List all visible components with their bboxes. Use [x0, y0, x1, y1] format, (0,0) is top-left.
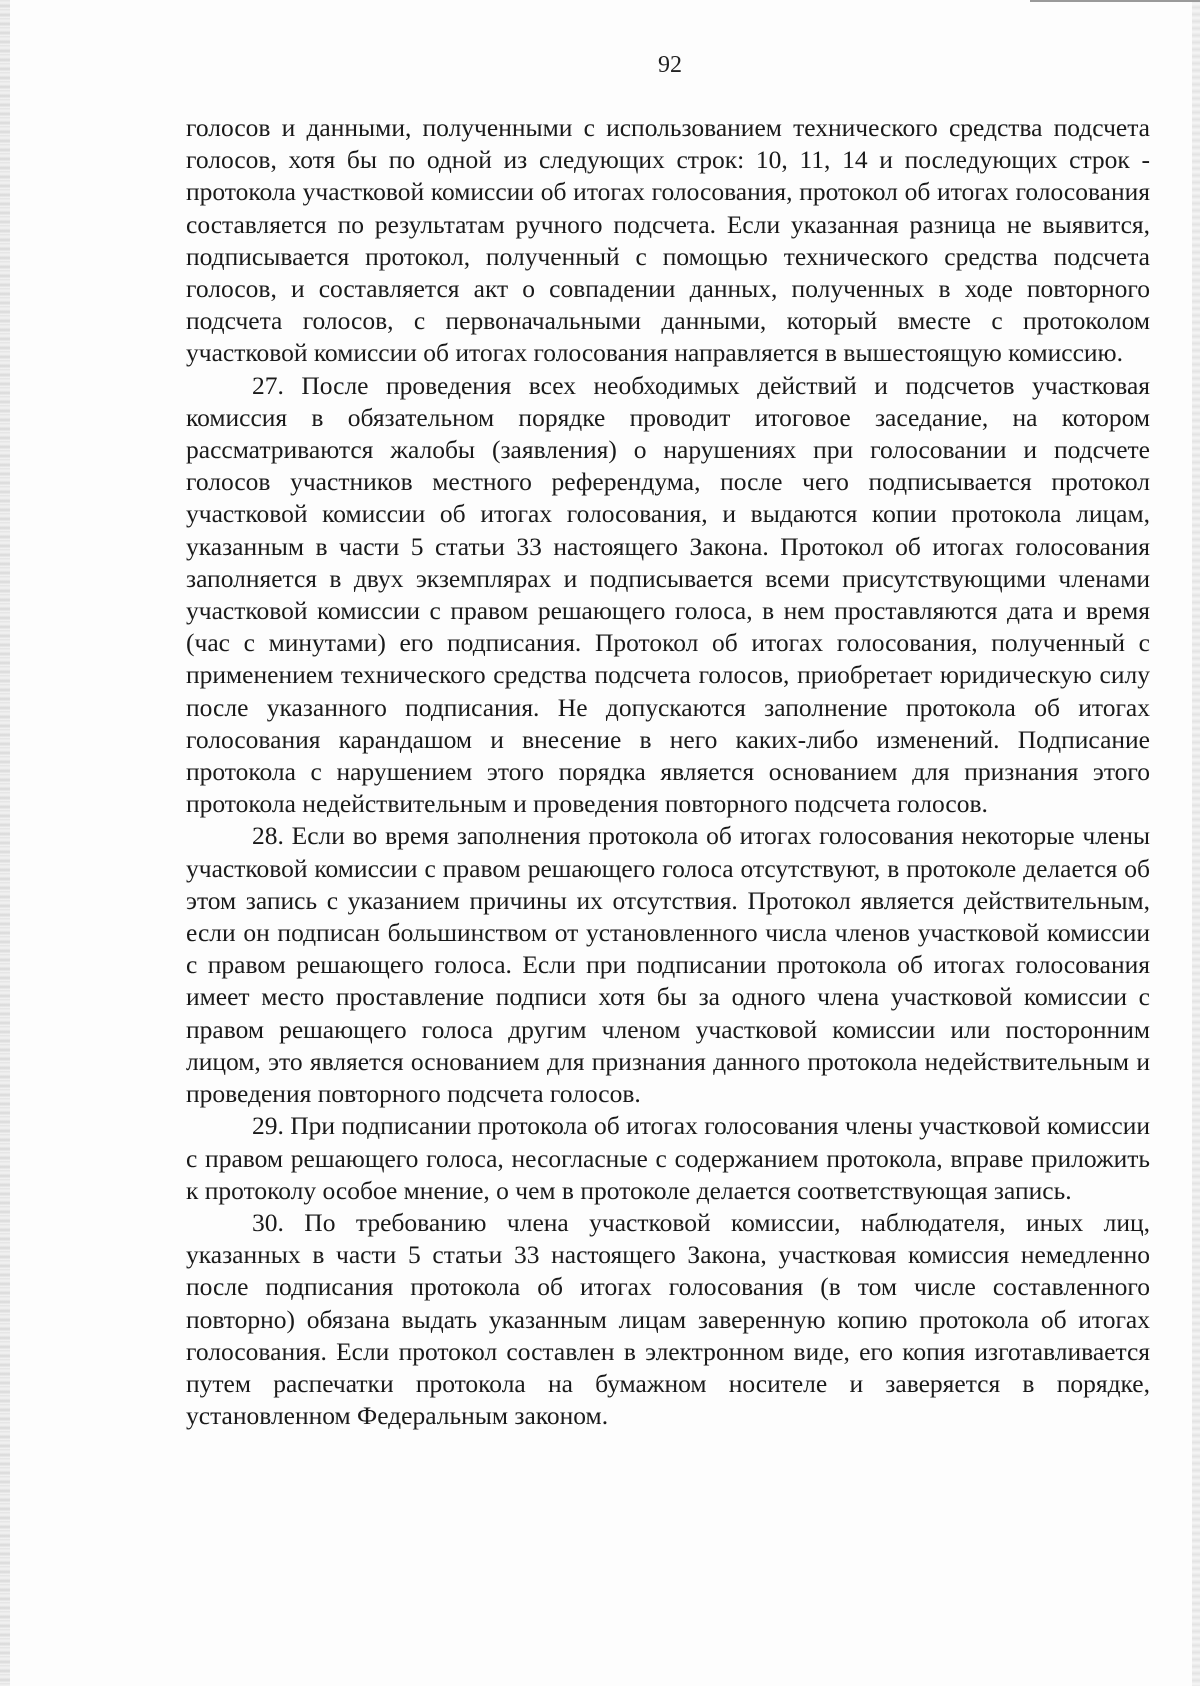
scan-top-line: [1030, 0, 1200, 2]
page-number: 92: [658, 52, 682, 78]
body-text: [186, 112, 1150, 1432]
scan-edge-left: [0, 0, 10, 1686]
paragraph-28: 28. Если во время заполнения протокола об итогах голосования некоторые члены участковой комиссии с правом решающего голоса отсутствуют, в протоколе делается об этом запись с указанием причины их отсутствия. Протокол является действительным, если он подписан большинством от установленного числа членов участковой комиссии с правом решающего голоса. Если при подписании протокола об итогах голосования имеет место проставление подписи хотя бы за одного члена участковой комиссии с правом решающего голоса другим членом участковой комиссии или посторонним лицом, это является основанием для признания данного протокола недействительным и проведения повторного подсчета голосов.: [186, 821, 1150, 1109]
paragraph-29: 29. При подписании протокола об итогах голосования члены участковой комиссии с правом решающего голоса, несогласные с содержанием протокола, вправе приложить к протоколу особое мнение, о чем в протоколе делается соответствующая запись.: [186, 1111, 1150, 1205]
scan-edge-right: [1192, 0, 1200, 1686]
paragraph-30: 30. По требованию члена участковой комиссии, наблюдателя, иных лиц, указанных в части 5 статьи 33 настоящего Закона, участковая комиссия немедленно после подписания протокола об итогах голосования (в том числе составленного повторно) обязана выдать указанным лицам заверенную копию протокола об итогах голосования. Если протокол составлен в электронном виде, его копия изготавливается путем распечатки протокола на бумажном носителе и заверяется в порядке, установленном Федеральным законом.: [186, 1207, 1150, 1431]
paragraph-continuation: голосов и данными, полученными с использованием технического средства подсчета голосов, хотя бы по одной из следующих строк: 10, 11, 14 и последующих строк - протокола участковой комиссии об итогах голосования, протокол об итогах голосования составляется по результатам ручного подсчета. Если указанная разница не выявится, подписывается протокол, полученный с помощью технического средства подсчета голосов, и составляется акт о совпадении данных, полученных в ходе повторного подсчета голосов, с первоначальными данными, который вместе с протоколом участковой комиссии об итогах голосования направляется в вышестоящую комиссию.: [186, 113, 1150, 368]
paragraph-27: 27. После проведения всех необходимых действий и подсчетов участковая комиссия в обязательном порядке проводит итоговое заседание, на котором рассматриваются жалобы (заявления) о нарушениях при голосовании и подсчете голосов участников местного референдума, после чего подписывается протокол участковой комиссии об итогах голосования, и выдаются копии протокола лицам, указанным в части 5 статьи 33 настоящего Закона. Протокол об итогах голосования заполняется в двух экземплярах и подписывается всеми присутствующими членами участковой комиссии с правом решающего голоса, в нем проставляются дата и время (час с минутами) его подписания. Протокол об итогах голосования, полученный с применением технического средства подсчета голосов, приобретает юридическую силу после указанного подписания. Не допускаются заполнение протокола об итогах голосования карандашом и внесение в него каких-либо изменений. Подписание протокола с нарушением этого порядка является основанием для признания этого протокола недействительным и проведения повторного подсчета голосов.: [186, 370, 1150, 819]
